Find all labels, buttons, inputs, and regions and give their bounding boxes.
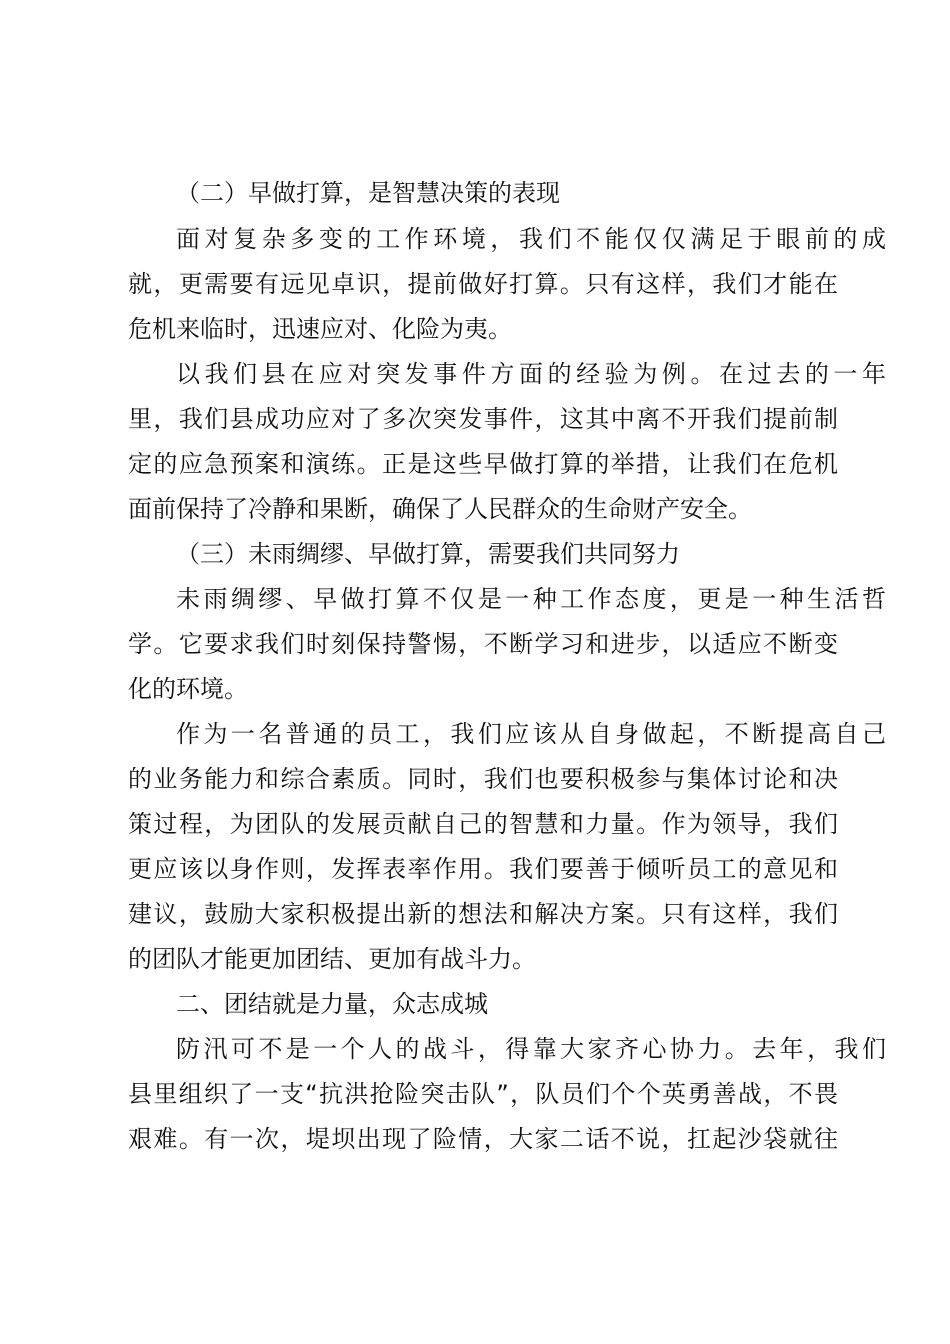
paragraph-line: 的业务能力和综合素质。同时，我们也要积极参与集体讨论和决 [128, 765, 838, 793]
paragraph-line: 面前保持了冷静和果断，确保了人民群众的生命财产安全。 [128, 495, 752, 523]
paragraph-line: 学。它要求我们时刻保持警惕，不断学习和进步，以适应不断变 [128, 630, 838, 658]
paragraph-line: 防汛可不是一个人的战斗，得靠大家齐心协力。去年，我们 [176, 1035, 886, 1063]
paragraph-line: 面对复杂多变的工作环境，我们不能仅仅满足于眼前的成 [176, 225, 886, 253]
section-heading-2-3: （三）未雨绸缪、早做打算，需要我们共同努力 [176, 540, 680, 568]
paragraph-line: 艰难。有一次，堤坝出现了险情，大家二话不说，扛起沙袋就往 [128, 1125, 838, 1153]
section-heading-2: 二、团结就是力量，众志成城 [176, 990, 488, 1018]
paragraph-line: 就，更需要有远见卓识，提前做好打算。只有这样，我们才能在 [128, 270, 838, 298]
paragraph-line: 未雨绸缪、早做打算不仅是一种工作态度，更是一种生活哲 [176, 585, 886, 613]
paragraph-line: 策过程，为团队的发展贡献自己的智慧和力量。作为领导，我们 [128, 810, 838, 838]
paragraph-line: 定的应急预案和演练。正是这些早做打算的举措，让我们在危机 [128, 450, 838, 478]
paragraph-line: 以我们县在应对突发事件方面的经验为例。在过去的一年 [176, 360, 886, 388]
paragraph-line: 化的环境。 [128, 675, 248, 703]
paragraph-line: 建议，鼓励大家积极提出新的想法和解决方案。只有这样，我们 [128, 900, 838, 928]
paragraph-line: 更应该以身作则，发挥表率作用。我们要善于倾听员工的意见和 [128, 855, 838, 883]
section-heading-2-2: （二）早做打算，是智慧决策的表现 [176, 179, 560, 207]
paragraph-line: 县里组织了一支“抗洪抢险突击队”，队员们个个英勇善战，不畏 [128, 1080, 838, 1108]
paragraph-line: 里，我们县成功应对了多次突发事件，这其中离不开我们提前制 [128, 405, 838, 433]
paragraph-line: 危机来临时，迅速应对、化险为夷。 [128, 315, 512, 343]
paragraph-line: 的团队才能更加团结、更加有战斗力。 [128, 945, 536, 973]
paragraph-line: 作为一名普通的员工，我们应该从自身做起，不断提高自己 [176, 720, 886, 748]
